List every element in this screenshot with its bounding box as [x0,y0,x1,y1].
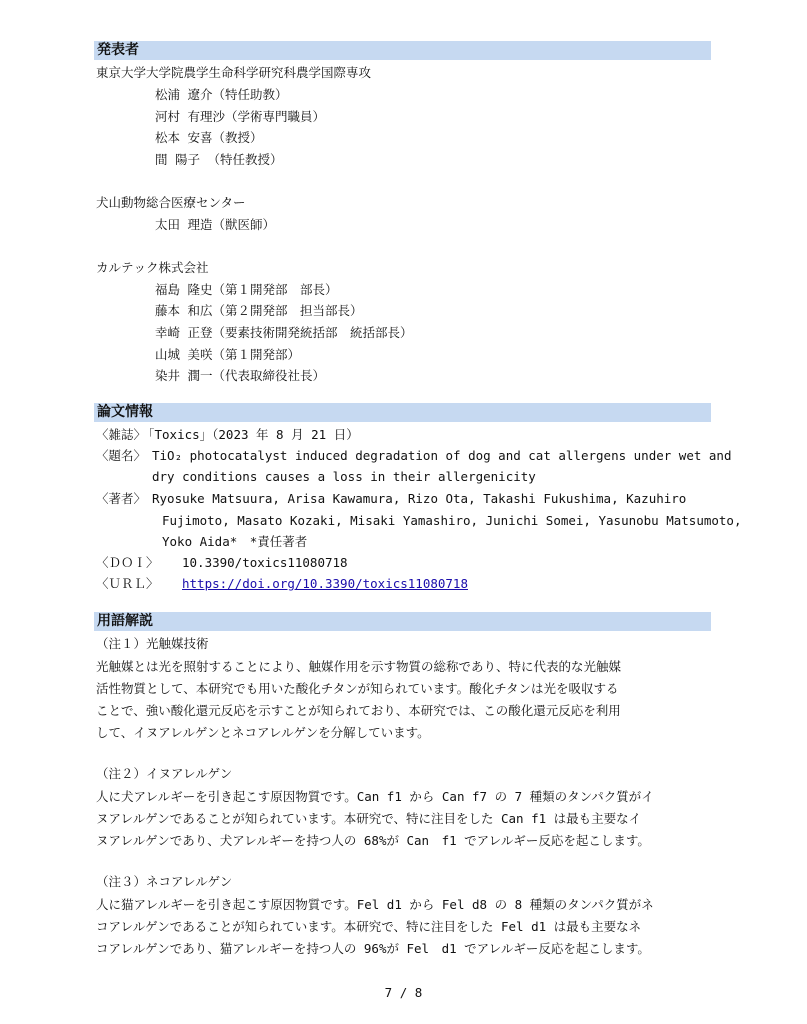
note-body [96,786,713,852]
note-line: 人に犬アレルギーを引き起こす原因物質です。Can f1 から Can f7 の 7 種類のタンパク質がイ [96,789,654,804]
note-line: 活性物質として、本研究でも用いた酸化チタンが知られています。酸化チタンは光を吸収する [96,681,619,696]
title-line: TiO₂ photocatalyst induced degradation of dog and cat allergens under wet and [152,448,732,463]
title-line: dry conditions causes a loss in their allergenicity [152,469,536,484]
authors-line: Fujimoto, Masato Kozaki, Misaki Yamashiro, Junichi Somei, Yasunobu Matsumoto, [162,513,742,528]
member: 太田 理造（獣医師） [155,217,276,232]
member: 福島 隆史（第１開発部 部長） [155,282,338,297]
note-line: ことで、強い酸化還元反応を示すことが知られており、本研究では、この酸化還元反応を利用 [96,703,621,718]
note-line: 光触媒とは光を照射することにより、触媒作用を示す物質の総称であり、特に代表的な光触媒 [96,659,622,674]
org-university: 東京大学大学院農学生命科学研究科農学国際専攻 [96,65,372,80]
member: 間 陽子 （特任教授） [155,152,283,167]
title-label: 〈題名〉 [96,448,147,463]
authors-line: Ryosuke Matsuura, Arisa Kawamura, Rizo Ota, Takashi Fukushima, Kazuhiro [152,491,687,506]
note-title: （注１）光触媒技術 [96,636,209,651]
note-title: （注３）ネコアレルゲン [96,874,233,889]
note-title: （注２）イヌアレルゲン [96,766,233,781]
authors-line: Yoko Aida* *責任著者 [162,534,308,549]
journal-label: 〈雑誌〉 [96,427,147,442]
note-line: 人に猫アレルギーを引き起こす原因物質です。Fel d1 から Fel d8 の 8 種類のタンパク質がネ [96,897,654,912]
authors-label: 〈著者〉 [96,491,147,506]
page-number: 7 / 8 [384,985,423,1000]
doi-label: 〈ＤＯＩ〉 [96,555,159,570]
member: 松本 安喜（教授） [155,130,263,145]
org-company: カルテック株式会社 [96,260,209,275]
journal-value: 「Toxics」（2023 年 8 月 21 日） [142,427,359,442]
glossary-heading: 用語解説 [94,612,711,631]
note-line: ヌアレルゲンであり、犬アレルギーを持つ人の 68%が Can f1 でアレルギー反応を起こします。 [96,833,650,848]
paper-heading: 論文情報 [94,403,711,422]
presenters-heading: 発表者 [94,41,711,60]
note-line: して、イヌアレルゲンとネコアレルゲンを分解しています。 [96,725,430,740]
note-body [96,894,713,960]
url-label: 〈ＵＲＬ〉 [96,576,159,591]
org-veterinary-center: 犬山動物総合医療センター [96,195,246,210]
note-line: コアレルゲンであり、猫アレルギーを持つ人の 96%が Fel d1 でアレルギー反応を起こします。 [96,941,650,956]
member: 藤本 和広（第２開発部 担当部長） [155,303,363,318]
note-body [96,656,713,744]
note-line: コアレルゲンであることが知られています。本研究で、特に注目をした Fel d1 は最も主要なネ [96,919,642,934]
doi-value: 10.3390/toxics11080718 [182,555,348,570]
member: 幸崎 正登（要素技術開発統括部 統括部長） [155,325,413,340]
member: 河村 有理沙（学術専門職員） [155,109,326,124]
note-line: ヌアレルゲンであることが知られています。本研究で、特に注目をした Can f1 は最も主要なイ [96,811,642,826]
member: 山城 美咲（第１開発部） [155,347,301,362]
member: 松浦 遼介（特任助教） [155,87,288,102]
doi-url-link[interactable]: https://doi.org/10.3390/toxics11080718 [182,576,468,591]
member: 染井 潤一（代表取締役社長） [155,368,326,383]
